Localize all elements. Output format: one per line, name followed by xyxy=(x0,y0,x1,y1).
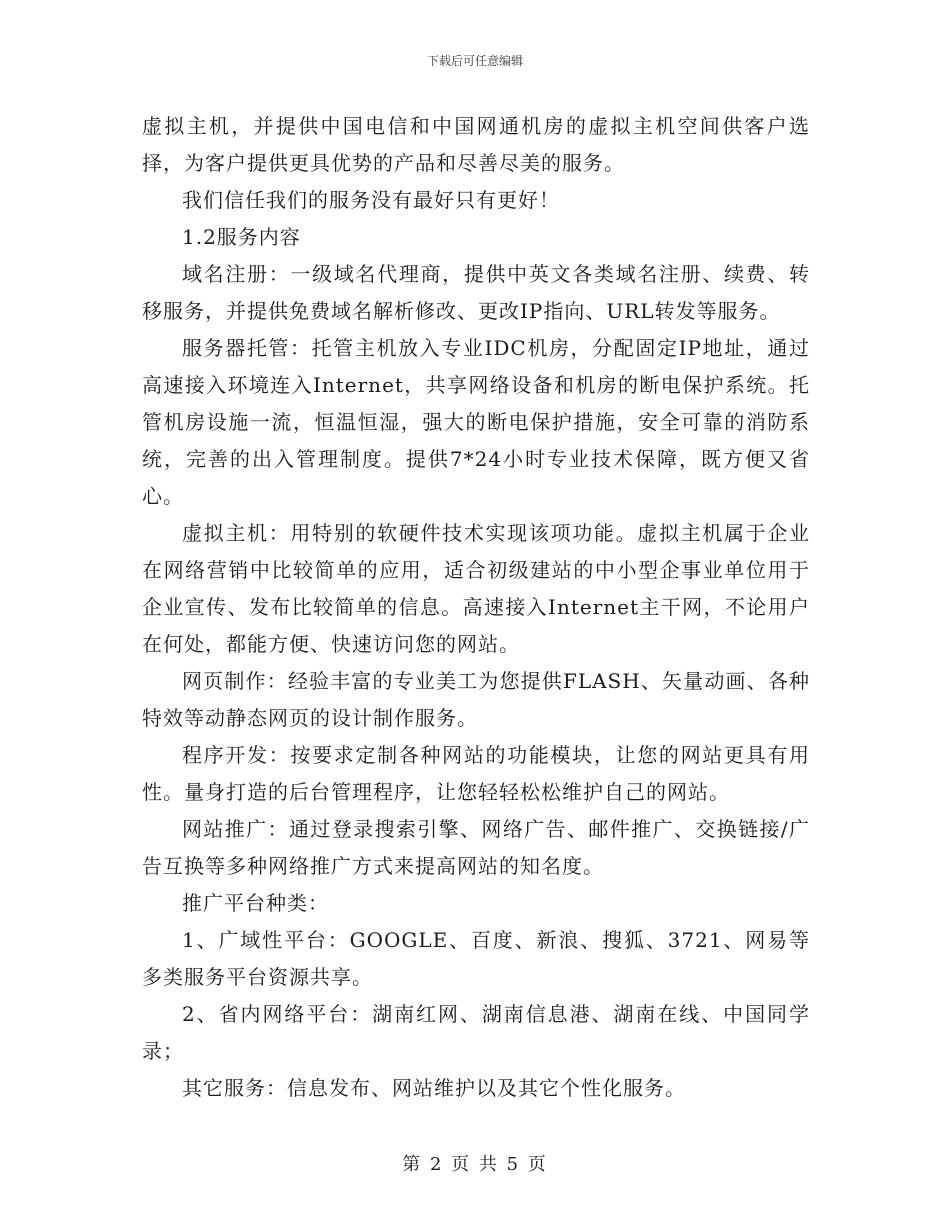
paragraph: 服务器托管：托管主机放入专业IDC机房，分配固定IP地址，通过高速接入环境连入Internet，共享网络设备和机房的断电保护系统。托管机房设施一流，恒温恒湿，强大的断电保护措施，安全可靠的消防系统，完善的出入管理制度。提供7*24小时专业技术保障，既方便又省心。 xyxy=(142,336,810,508)
paragraph: 程序开发：按要求定制各种网站的功能模块，让您的网站更具有用性。量身打造的后台管理程序，让您轻轻松松维护自己的网站。 xyxy=(142,743,810,804)
paragraph: 2、省内网络平台：湖南红网、湖南信息港、湖南在线、中国同学录； xyxy=(142,1002,810,1063)
page-footer: 第 2 页 共 5 页 xyxy=(402,1154,548,1175)
paragraph: 我们信任我们的服务没有最好只有更好！ xyxy=(182,188,560,212)
paragraph: 推广平台种类： xyxy=(182,891,329,915)
section-heading: 1.2服务内容 xyxy=(182,225,301,249)
page-header: 下载后可任意编辑 xyxy=(426,54,523,68)
paragraph: 虚拟主机：用特别的软硬件技术实现该项功能。虚拟主机属于企业在网络营销中比较简单的应用，适合初级建站的中小型企事业单位用于企业宣传、发布比较简单的信息。高速接入Internet主干网，不论用户在何处，都能方便、快速访问您的网站。 xyxy=(142,521,810,656)
paragraph: 虚拟主机，并提供中国电信和中国网通机房的虚拟主机空间供客户选择，为客户提供更具优势的产品和尽善尽美的服务。 xyxy=(142,114,810,175)
paragraph: 网站推广：通过登录搜索引擎、网络广告、邮件推广、交换链接/广告互换等多种网络推广方式来提高网站的知名度。 xyxy=(142,817,810,878)
paragraph: 域名注册：一级域名代理商，提供中英文各类域名注册、续费、转移服务，并提供免费域名解析修改、更改IP指向、URL转发等服务。 xyxy=(142,262,810,323)
paragraph: 其它服务：信息发布、网站维护以及其它个性化服务。 xyxy=(182,1076,686,1100)
document-body xyxy=(142,108,810,1107)
paragraph: 1、广域性平台：GOOGLE、百度、新浪、搜狐、3721、网易等多类服务平台资源共享。 xyxy=(142,928,810,989)
paragraph: 网页制作：经验丰富的专业美工为您提供FLASH、矢量动画、各种特效等动静态网页的设计制作服务。 xyxy=(142,669,810,730)
